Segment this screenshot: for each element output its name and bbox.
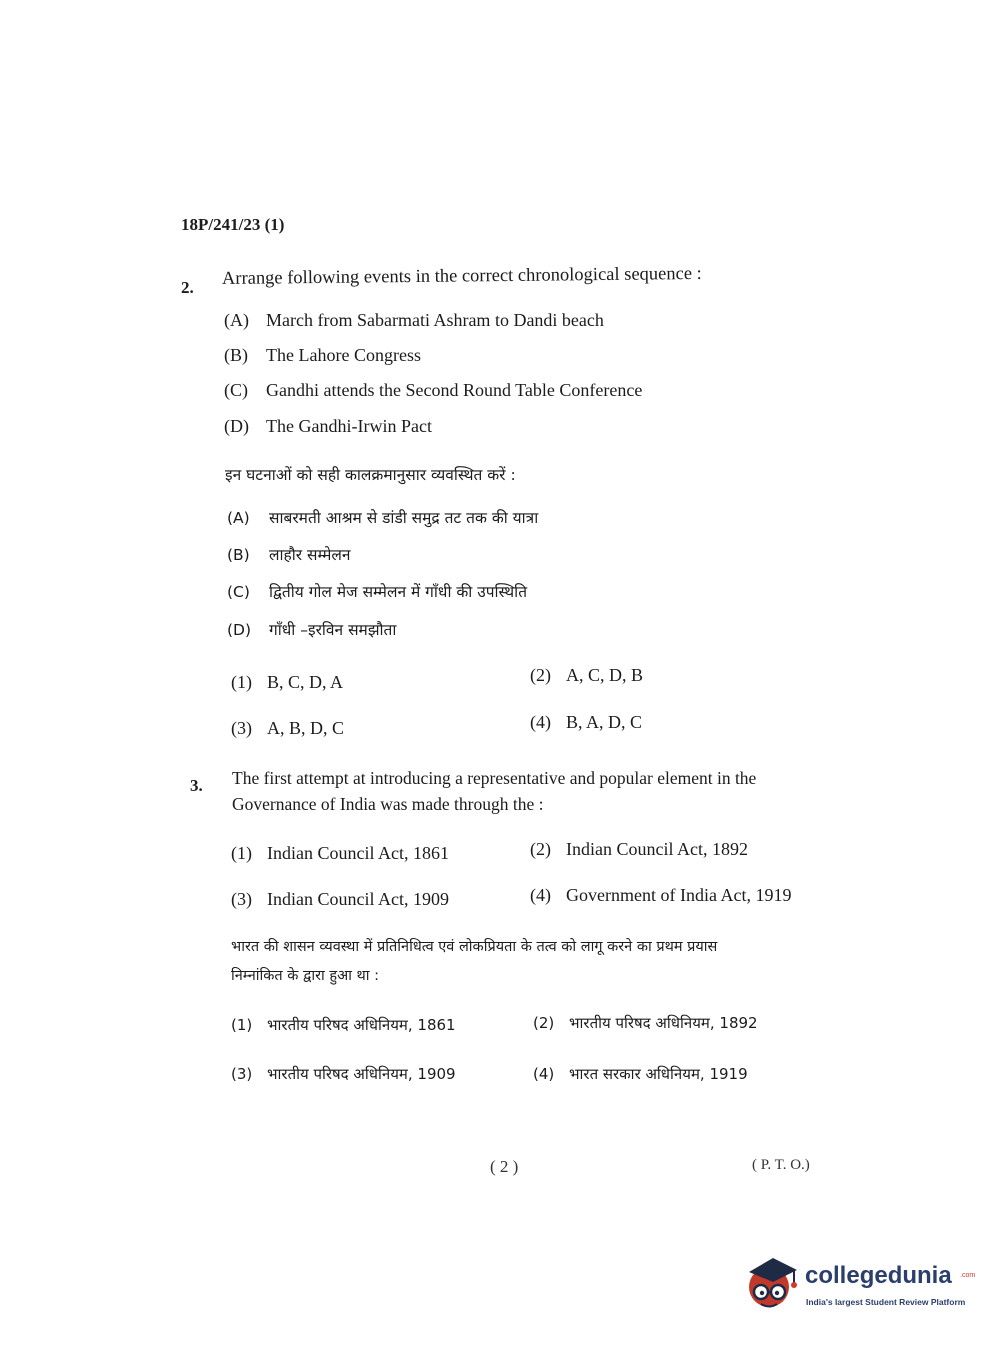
answer-label: (2)	[533, 1014, 555, 1032]
q3-answer-2-hindi	[533, 1013, 758, 1033]
option-label: (B)	[224, 345, 248, 365]
answer-text: A, B, D, C	[267, 718, 345, 738]
collegedunia-tagline: India's largest Student Review Platform	[806, 1297, 966, 1307]
answer-text: B, C, D, A	[267, 672, 344, 692]
q2-option-b-hindi	[227, 543, 351, 565]
option-text: द्वितीय गोल मेज सम्मेलन में गाँधी की उपस्थिति	[269, 583, 528, 601]
q2-option-d-hindi	[227, 618, 396, 640]
q2-answer-1	[231, 672, 343, 693]
q3-answer-3-hindi	[231, 1064, 456, 1084]
option-text: March from Sabarmati Ashram to Dandi beach	[266, 310, 604, 330]
option-label: (A)	[227, 509, 250, 527]
answer-text: Government of India Act, 1919	[566, 885, 792, 905]
option-label: (D)	[224, 416, 249, 436]
q2-option-c	[224, 380, 642, 401]
answer-label: (4)	[530, 712, 551, 732]
q2-option-c-hindi	[227, 580, 527, 602]
q2-option-b	[224, 345, 421, 366]
q3-number: 3.	[190, 776, 203, 795]
q3-text-line1: The first attempt at introducing a representative and popular element in the	[232, 768, 757, 788]
q2-option-a-hindi	[227, 506, 538, 528]
option-text: The Lahore Congress	[266, 345, 421, 365]
q3-answer-4	[530, 885, 791, 906]
q3-answer-3	[231, 889, 449, 910]
answer-text: B, A, D, C	[566, 712, 643, 732]
q3-answer-1	[231, 843, 449, 864]
q3-answer-1-hindi	[231, 1015, 456, 1035]
q2-answer-4	[530, 712, 642, 733]
paper-code: 18P/241/23 (1)	[181, 215, 285, 234]
answer-text: भारतीय परिषद अधिनियम, 1909	[267, 1065, 456, 1083]
answer-label: (3)	[231, 889, 252, 909]
answer-text: Indian Council Act, 1909	[267, 889, 449, 909]
q2-option-a	[224, 310, 604, 331]
option-text: The Gandhi-Irwin Pact	[266, 416, 432, 436]
option-text: गाँधी –इरविन समझौता	[269, 621, 397, 639]
answer-text: भारतीय परिषद अधिनियम, 1861	[267, 1016, 456, 1034]
q3-text-hindi-line1: भारत की शासन व्यवस्था में प्रतिनिधित्व एवं लोकप्रियता के तत्व को लागू करने का प्रथम प्रयास	[231, 939, 718, 955]
q2-text-hindi: इन घटनाओं को सही कालक्रमानुसार व्यवस्थित करें :	[225, 466, 516, 484]
q2-option-d	[224, 416, 432, 437]
collegedunia-mascot-icon	[743, 1254, 801, 1312]
q2-number: 2.	[181, 278, 194, 297]
q3-answer-4-hindi	[533, 1064, 748, 1084]
pto-label: ( P. T. O.)	[752, 1157, 810, 1173]
page-number: ( 2 )	[490, 1157, 519, 1176]
q3-text-line2: Governance of India was made through the :	[232, 794, 544, 814]
option-text: Gandhi attends the Second Round Table Conference	[266, 380, 643, 400]
option-label: (B)	[227, 546, 250, 564]
answer-label: (1)	[231, 672, 252, 692]
q2-text: Arrange following events in the correct chronological sequence :	[221, 263, 702, 289]
q2-answer-2	[530, 665, 643, 686]
q3-answer-2	[530, 839, 748, 860]
answer-text: Indian Council Act, 1861	[267, 843, 449, 863]
q3-text-hindi-line2: निम्नांकित के द्वारा हुआ था :	[231, 968, 380, 984]
answer-text: भारतीय परिषद अधिनियम, 1892	[569, 1014, 758, 1032]
option-text: लाहौर सम्मेलन	[269, 546, 351, 564]
option-label: (D)	[227, 621, 252, 639]
answer-label: (3)	[231, 718, 252, 738]
q2-answer-3	[231, 718, 344, 739]
answer-text: Indian Council Act, 1892	[566, 839, 748, 859]
answer-label: (2)	[530, 839, 551, 859]
answer-text: A, C, D, B	[566, 665, 644, 685]
option-label: (C)	[227, 583, 250, 601]
answer-label: (4)	[530, 885, 551, 905]
collegedunia-logo-text: collegedunia	[805, 1262, 952, 1289]
option-label: (A)	[224, 310, 249, 330]
answer-label: (1)	[231, 1016, 253, 1034]
option-label: (C)	[224, 380, 248, 400]
collegedunia-logo-suffix: .com	[960, 1272, 976, 1279]
answer-label: (1)	[231, 843, 252, 863]
answer-label: (3)	[231, 1065, 253, 1083]
answer-text: भारत सरकार अधिनियम, 1919	[569, 1065, 748, 1083]
answer-label: (2)	[530, 665, 551, 685]
option-text: साबरमती आश्रम से डांडी समुद्र तट तक की यात्रा	[269, 509, 539, 527]
answer-label: (4)	[533, 1065, 555, 1083]
